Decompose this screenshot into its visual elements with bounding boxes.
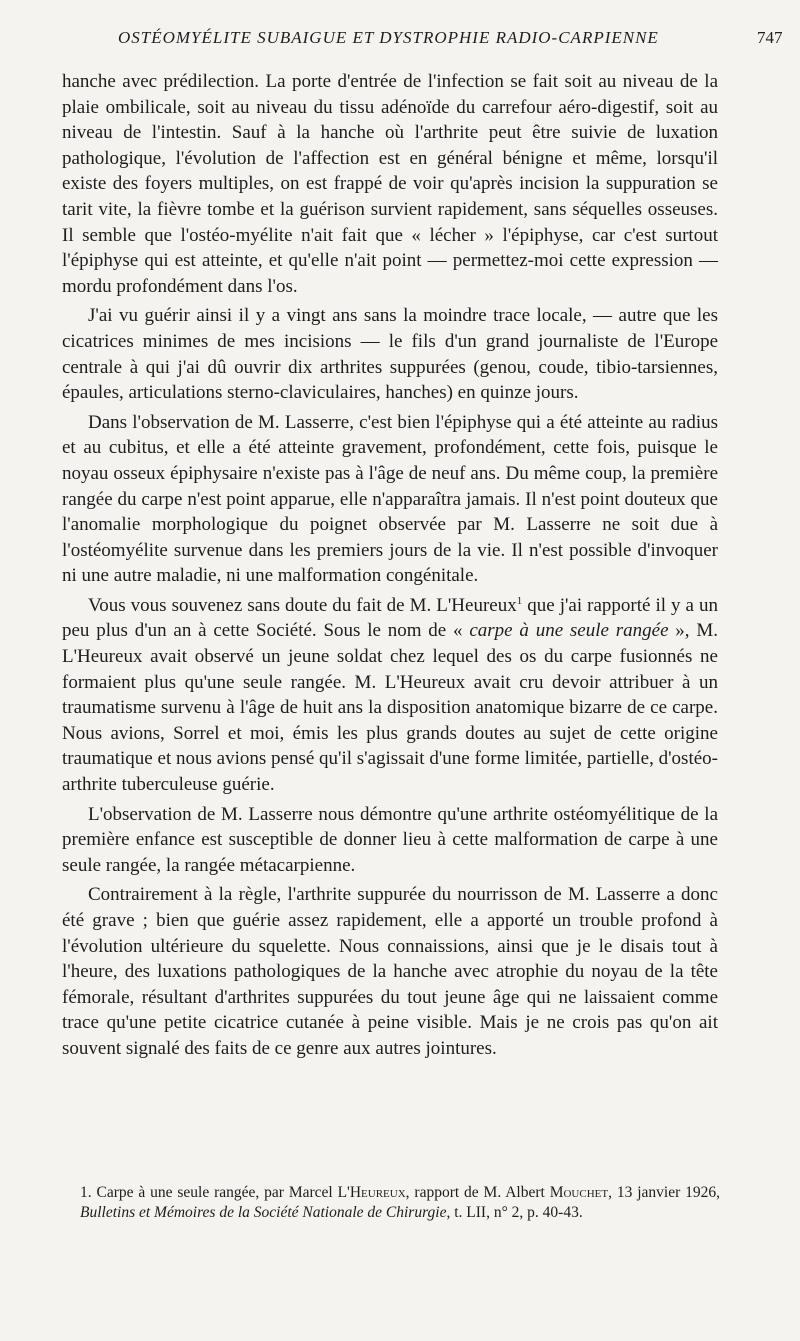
running-head: [0, 28, 800, 52]
paragraph-3: Dans l'observation de M. Lasserre, c'est bien l'épiphyse qui a été atteinte au radius et au cubitus, et elle a été atteinte gravement, profondément, cette fois, puisque le noyau osseux épiphysaire n'existe pas à l'âge de neuf ans. Du même coup, la première rangée du carpe n'est point apparue, elle n'apparaîtra jamais. Il n'est point douteux que l'anomalie morphologique du poignet observée par M. Lasserre ne soit due à l'ostéomyélite survenue dans les premiers jours de la vie. Il n'est possible d'invoquer ni une autre maladie, ni une malformation congénitale.: [62, 411, 718, 587]
paragraph-5: L'observation de M. Lasserre nous démontre qu'une arthrite ostéomyélitique de la première enfance est susceptible de donner lieu à cette malformation de carpe à une seule rangée, la rangée métacarpienne.: [62, 803, 718, 876]
footnote-reporter: Mouchet: [549, 1184, 609, 1201]
paragraph-6: Contrairement à la règle, l'arthrite suppurée du nourrisson de M. Lasserre a donc été grave ; bien que guérie assez rapidement, elle a apporté un trouble profond à l'évolution ultérieure du squelette. Nous connaissions, ainsi que je le disais tout à l'heure, des luxations pathologiques de la hanche avec atrophie du noyau de la tête fémorale, résultant d'arthrites suppurées du tout jeune âge qui ne laissaient comme trace qu'une petite cicatrice cutanée à peine visible. Mais je ne crois pas qu'on ait souvent signalé des faits de ce genre aux autres jointures.: [62, 884, 718, 1059]
paragraph-4: [62, 593, 718, 798]
footnote-text-c: , 13 janvier 1926,: [608, 1184, 720, 1201]
body-text: [62, 69, 718, 1066]
footnote-text-b: , rapport de M. Albert: [405, 1184, 550, 1201]
paragraph-1: hanche avec prédilection. La porte d'entrée de l'infection se fait soit au niveau de la plaie ombilicale, soit au niveau du tissu adénoïde du carrefour aéro-digestif, soit au niveau de l'intestin. Sauf à la hanche où l'arthrite peut être suivie de luxation pathologique, l'évolution de l'affection est en général bénigne et même, lorsqu'il existe des foyers multiples, on est frappé de voir qu'après incision la suppuration se tarit vite, la fièvre tombe et la guérison survient rapidement, sans séquelles osseuses. Il semble que l'ostéo-myélite n'ait fait que « lécher » l'épiphyse, car c'est surtout l'épiphyse qui est atteinte, et qu'elle n'ait point — permettez-moi cette expression — mordu profondément dans l'os.: [62, 71, 718, 297]
footnote-reference: 1: [516, 594, 523, 607]
footnote-text-d: , t. LII, n° 2, p. 40-43.: [446, 1203, 583, 1221]
paragraph-4-text-a: Vous vous souvenez sans doute du fait de M. L'Heureux: [88, 594, 517, 616]
running-title: OSTÉOMYÉLITE SUBAIGUE ET DYSTROPHIE RADIO-CARPIENNE: [118, 28, 659, 47]
paragraph-4-text-b: que j'ai rapporté il y a un peu plus d'un an à cette Société. Sous le nom de «: [62, 594, 718, 642]
footnote-text-a: Carpe à une seule rangée, par Marcel: [91, 1184, 338, 1201]
paragraph-2: J'ai vu guérir ainsi il y a vingt ans sans la moindre trace locale, — autre que les cicatrices minimes de mes incisions — le fils d'un grand journaliste de l'Europe centrale à qui j'ai dû ouvrir dix arthrites suppurées (genou, coude, tibio-tarsiennes, épaules, articulations sterno-claviculaires, hanches) en quinze jours.: [62, 305, 718, 404]
paragraph-4-text-c: », M. L'Heureux avait observé un jeune soldat chez lequel des os du carpe fusionnés ne formaient plus qu'une seule rangée. M. L'Heureux avait cru devoir attribuer à un traumatisme survenu à l'âge de huit ans la disposition anatomique bizarre de ce carpe. Nous avions, Sorrel et moi, émis les plus grands doutes au sujet de cette origine traumatique et nous avions pensé qu'il s'agissait d'une forme limitée, partielle, d'ostéo-arthrite tuberculeuse guérie.: [62, 620, 718, 796]
footnote-author: L'Heureux: [337, 1184, 406, 1201]
footnote-journal: Bulletins et Mémoires de la Société Nationale de Chirurgie: [80, 1203, 447, 1221]
footnote: [80, 1183, 720, 1222]
page-number: 747: [757, 28, 783, 47]
footnote-number: 1.: [80, 1184, 92, 1201]
paragraph-4-italic-term: carpe à une seule rangée: [469, 620, 669, 642]
